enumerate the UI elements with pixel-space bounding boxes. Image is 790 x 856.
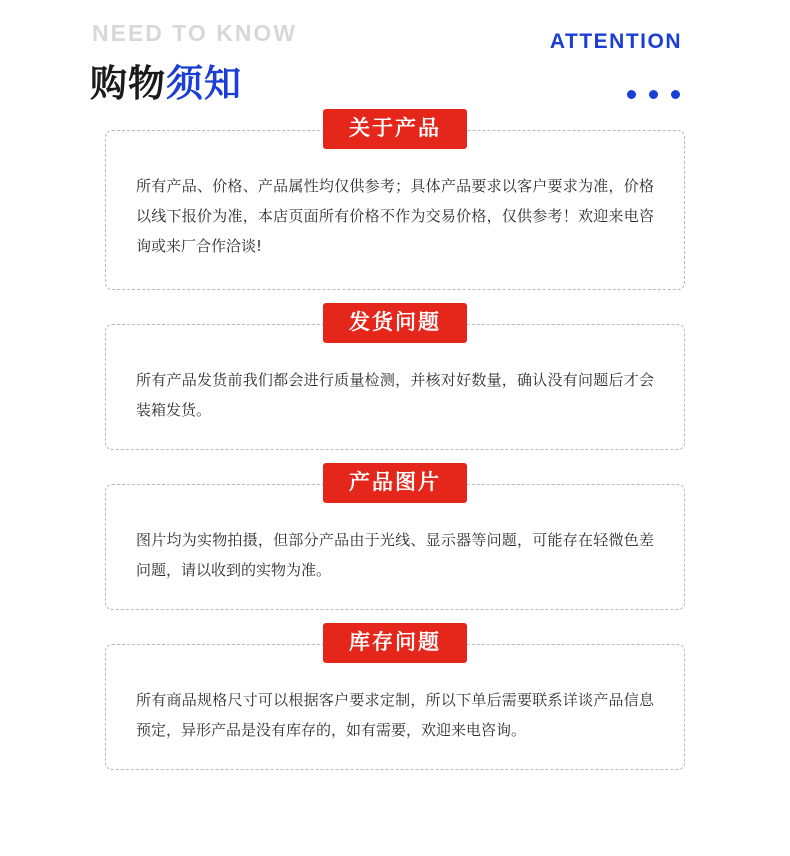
dot-icon [649,90,658,99]
page-title-part-1: 购物 [90,62,166,105]
header-kicker: NEED TO KNOW [92,20,298,46]
notice-section-images [105,470,685,610]
section-tab-label: 库存问题 [323,623,467,663]
dot-icon [627,90,636,99]
notice-section-product [105,116,685,290]
section-text: 所有产品、价格、产品属性均仅供参考；具体产品要求以客户要求为准，价格以线下报价为准，本店页面所有价格不作为交易价格，仅供参考！欢迎来电咨询或来厂合作洽谈! [136,177,654,255]
section-tab-label: 发货问题 [323,303,467,343]
section-text: 图片均为实物拍摄，但部分产品由于光线、显示器等问题，可能存在轻微色差问题，请以收到的实物为准。 [136,531,654,579]
section-text: 所有商品规格尺寸可以根据客户要求定制，所以下单后需要联系详谈产品信息预定，异形产品是没有库存的，如有需要，欢迎来电咨询。 [136,691,654,739]
notice-section-stock [105,630,685,770]
notice-section-shipping [105,310,685,450]
section-tab-label: 关于产品 [323,109,467,149]
section-text: 所有产品发货前我们都会进行质量检测，并核对好数量，确认没有问题后才会装箱发货。 [136,371,654,419]
section-tab-label: 产品图片 [323,463,467,503]
attention-label: ATTENTION [549,30,682,53]
dot-icon [671,90,680,99]
section-body [105,130,685,290]
page-title-part-2: 须知 [166,62,242,105]
page-title [90,62,242,106]
notice-sections [0,116,790,770]
dot-decoration [627,90,680,99]
